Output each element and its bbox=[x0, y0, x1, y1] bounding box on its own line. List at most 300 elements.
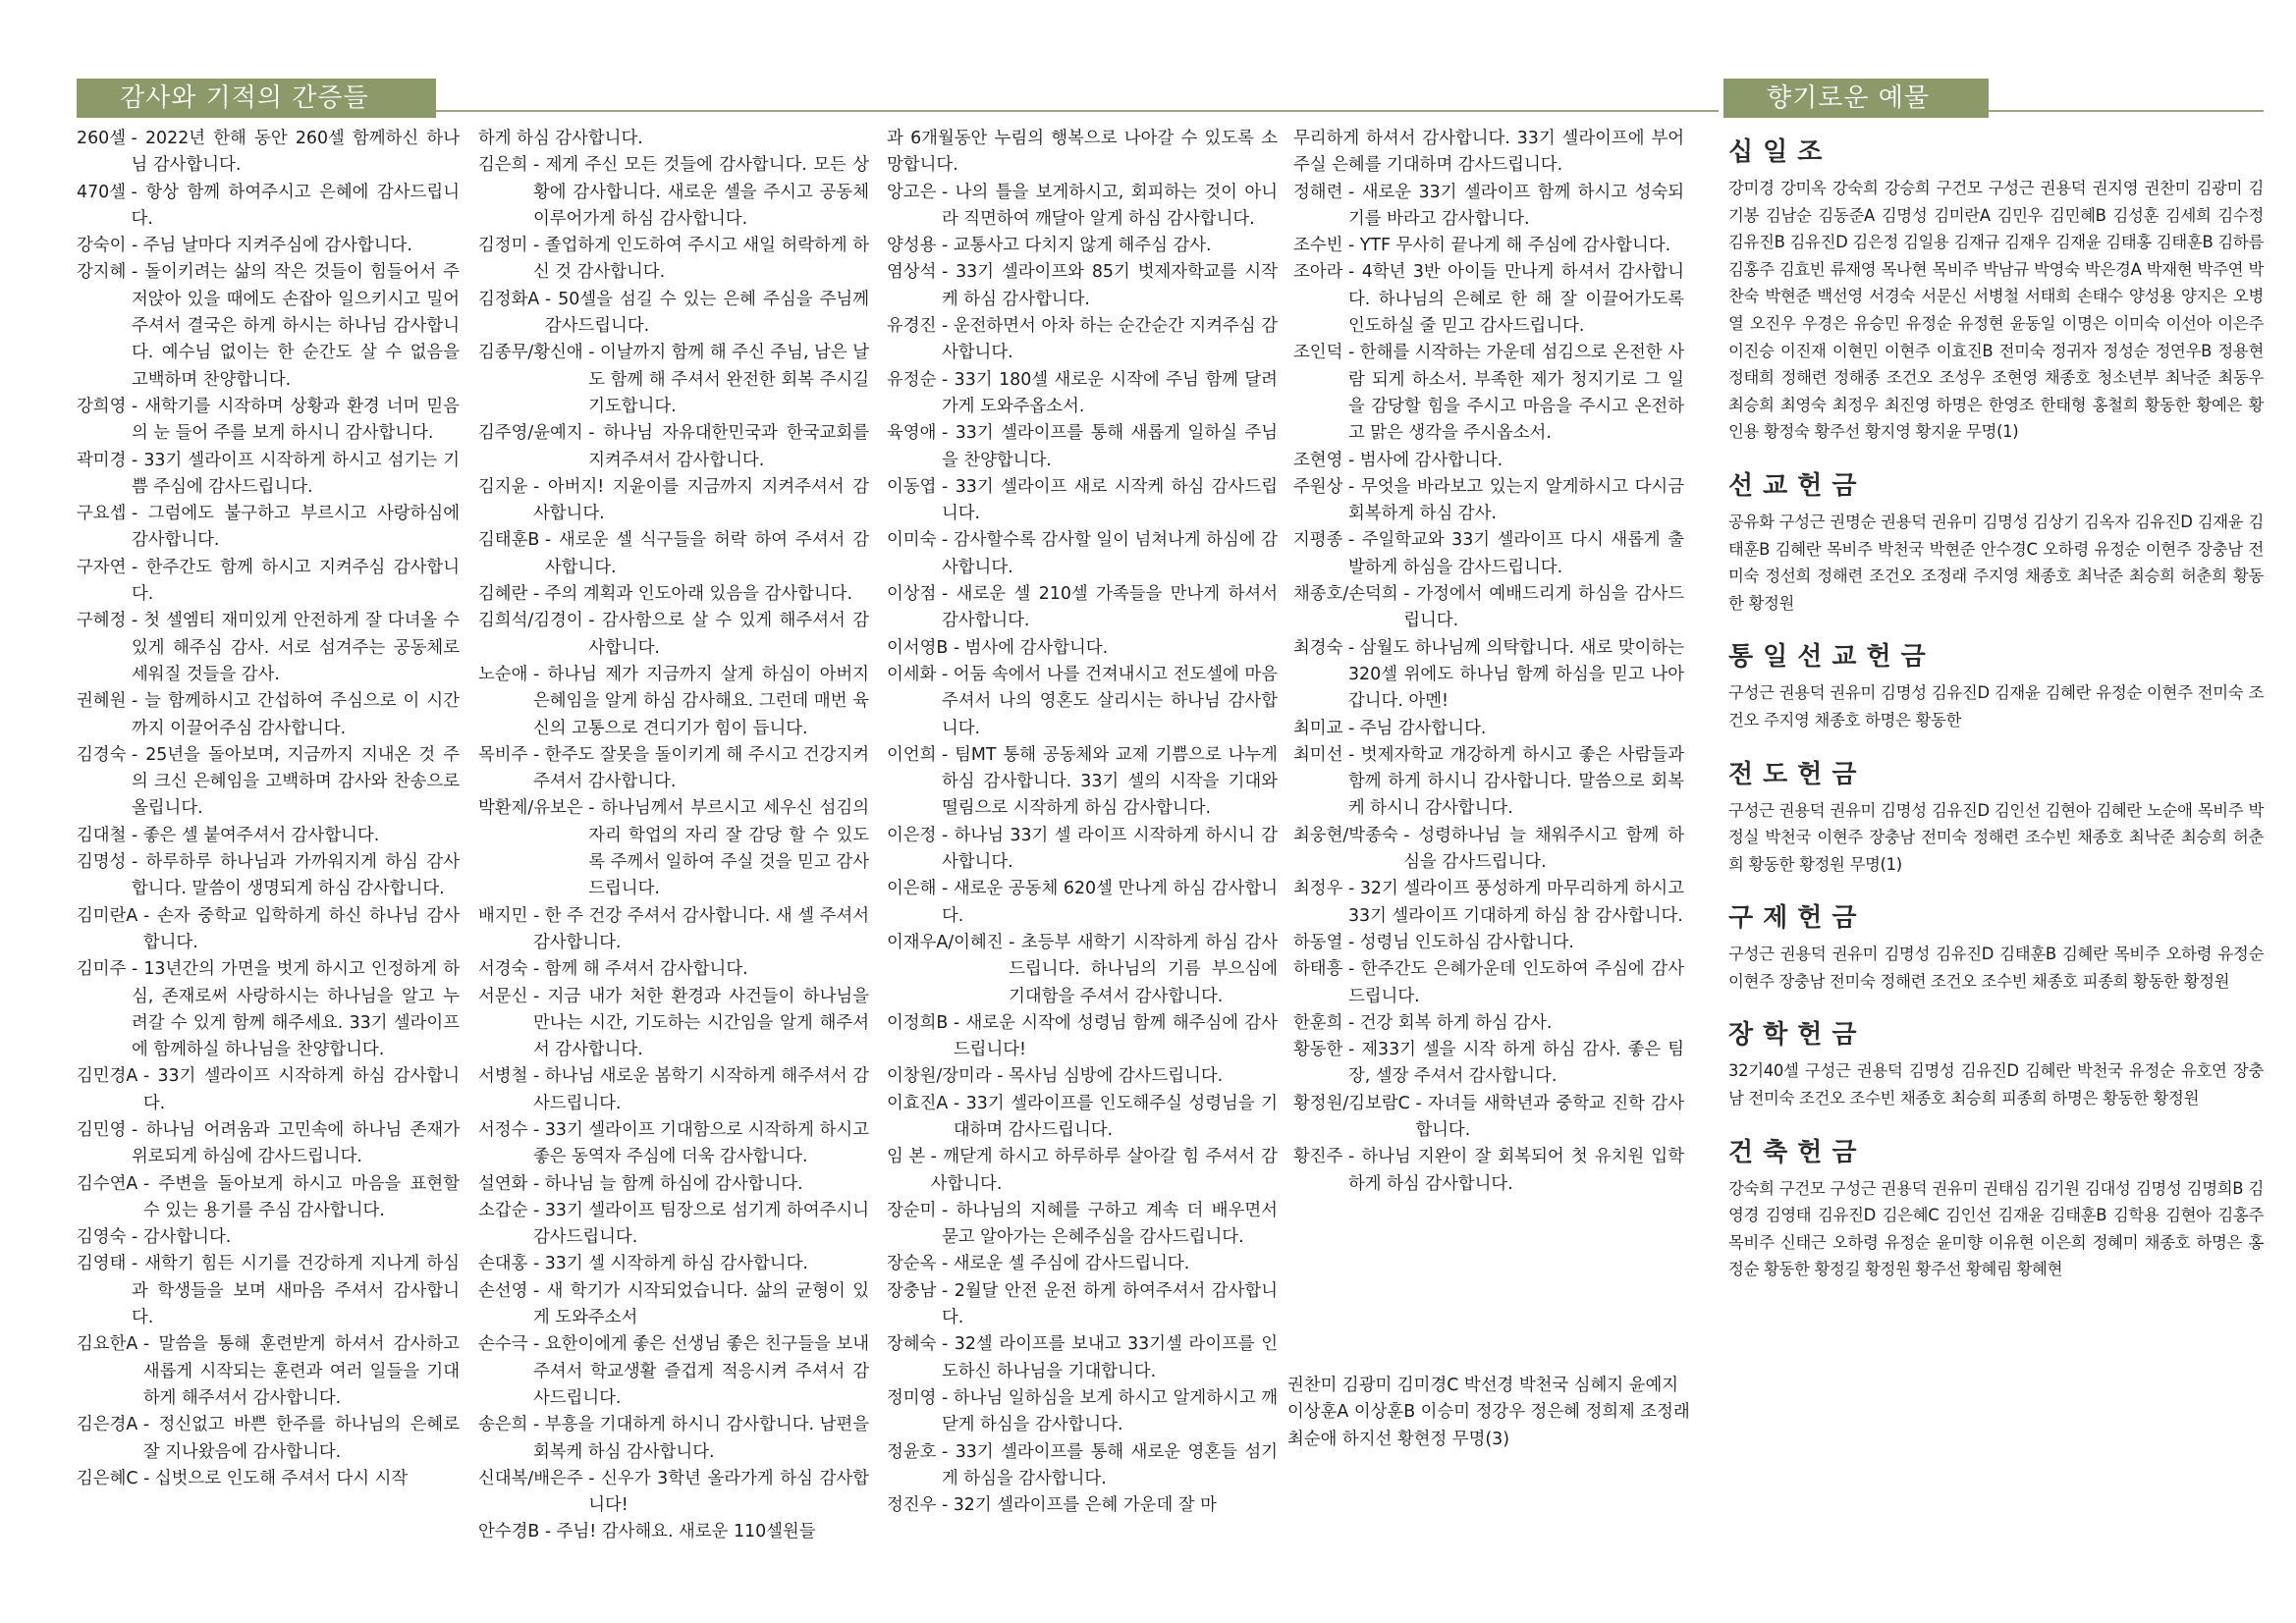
testimony-entry bbox=[887, 1439, 1278, 1493]
testimony-column-2 bbox=[478, 126, 869, 1546]
testimony-name: 서병철 bbox=[478, 1066, 533, 1087]
testimony-name: 이정희B bbox=[887, 1012, 954, 1033]
offerings-column bbox=[1728, 126, 2264, 1301]
testimony-entry bbox=[77, 555, 460, 609]
testimony-entry bbox=[478, 608, 869, 662]
testimony-entry bbox=[77, 608, 460, 688]
testimony-entry bbox=[478, 1198, 869, 1252]
offering-section-title: 구제헌금 bbox=[1728, 903, 1867, 934]
testimony-name: 손선영 bbox=[478, 1280, 533, 1301]
testimony-text: - 4학년 3반 아이들 만나게 하셔서 감사합니다. 하나님의 은혜로 한 해 잘 이끌어가도록 인도하실 줄 믿고 감사드립니다. bbox=[1347, 262, 1684, 337]
testimony-text: - 주변을 돌아보게 하시고 마음을 표현할 수 있는 용기를 주심 감사합니다. bbox=[142, 1173, 460, 1220]
testimony-name: 김민영 bbox=[77, 1119, 132, 1140]
testimony-entry bbox=[77, 126, 460, 180]
testimony-name: 470셀 bbox=[77, 182, 132, 202]
testimony-entry bbox=[1293, 1091, 1684, 1145]
testimony-name: 양성용 bbox=[887, 236, 942, 256]
testimony-text: - 무엇을 바라보고 있는지 알게하시고 다시금 회복하게 하심 감사. bbox=[1347, 476, 1684, 524]
testimony-entry bbox=[887, 662, 1278, 742]
testimony-entry bbox=[887, 581, 1278, 635]
offering-section bbox=[1728, 1012, 2264, 1111]
testimony-text: - 하나님 자유대한민국과 한국교회를 지켜주셔서 감사합니다. bbox=[588, 423, 869, 470]
testimony-entry bbox=[1293, 1010, 1684, 1037]
testimony-name: 김미란A bbox=[77, 905, 143, 926]
testimony-name: 조현영 bbox=[1293, 450, 1348, 470]
testimony-text: - 초등부 새학기 시작하게 하심 감사드립니다. 하나님의 기름 부으심에 기대함을 주셔서 감사합니다. bbox=[1009, 932, 1278, 1006]
testimony-name: 구자연 bbox=[77, 557, 132, 577]
testimony-name: 김주영/윤예지 bbox=[478, 423, 589, 444]
testimony-text: - 32셀 라이프를 보내고 33기셀 라이프를 인도하신 하나님을 기대합니다. bbox=[941, 1334, 1278, 1381]
testimony-text: - 새학기를 시작하며 상황과 환경 너머 믿음의 눈 들어 주를 보게 하시니 감사합니다. bbox=[131, 396, 460, 444]
testimony-entry bbox=[887, 126, 1278, 180]
testimony-text: - 33기 셀라이프 기대함으로 시작하게 하시고 좋은 동역자 주심에 더욱 감사합니다. bbox=[532, 1119, 869, 1167]
testimony-text: - 하나님 33기 셀 라이프 시작하게 하시니 감사합니다. bbox=[941, 825, 1278, 873]
testimony-entry bbox=[887, 313, 1278, 367]
testimony-name: 박환제/유보은 bbox=[478, 798, 589, 819]
testimony-text: - 33기 셀 시작하게 하심 감사합니다. bbox=[532, 1254, 808, 1274]
testimony-entry bbox=[887, 233, 1278, 259]
testimony-text: - 성령하나님 늘 채워주시고 함께 하심을 감사드립니다. bbox=[1403, 825, 1684, 873]
testimony-text: - 주님! 감사해요. 새로운 110셀원들 bbox=[544, 1522, 816, 1542]
testimony-column-3 bbox=[887, 126, 1278, 1519]
testimony-entry bbox=[77, 394, 460, 448]
testimony-name: 김경숙 bbox=[77, 744, 132, 765]
testimony-text: - 주님 감사합니다. bbox=[1347, 718, 1487, 738]
testimony-entry bbox=[77, 903, 460, 957]
testimony-name: 이은정 bbox=[887, 825, 942, 845]
testimony-entry bbox=[887, 635, 1278, 662]
testimony-text: - 하나님 새로운 봄학기 시작하게 해주셔서 감사드립니다. bbox=[532, 1066, 869, 1113]
testimony-text: - 새로운 공동체 620셀 만나게 하심 감사합니다. bbox=[941, 879, 1278, 926]
testimony-name: 주원상 bbox=[1293, 476, 1348, 497]
offering-section-title: 장학헌금 bbox=[1728, 1020, 1867, 1051]
testimony-text: - 교통사고 다치지 않게 해주심 감사. bbox=[941, 236, 1212, 256]
testimony-text: - 새로운 셀 210셀 가족들을 만나게 하셔서 감사합니다. bbox=[941, 584, 1278, 631]
testimony-entry bbox=[77, 501, 460, 555]
offering-section bbox=[1728, 634, 2264, 733]
testimony-text: - 주의 계획과 인도아래 있음을 감사합니다. bbox=[532, 584, 852, 605]
testimony-entry bbox=[77, 1063, 460, 1117]
testimony-name: 김영태 bbox=[77, 1254, 132, 1274]
testimony-entry bbox=[887, 180, 1278, 234]
testimony-text: - 첫 셀엠티 재미있게 안전하게 잘 다녀올 수 있게 해주심 감사. 서로 섬겨주는 공동체로 세워질 것들을 감사. bbox=[131, 611, 460, 684]
testimony-text: - 건강 회복 하게 하심 감사. bbox=[1347, 1012, 1553, 1033]
testimony-text: - 새 학기가 시작되었습니다. 삶의 균형이 있게 도와주소서 bbox=[532, 1280, 869, 1328]
testimony-entry bbox=[1293, 527, 1684, 581]
testimony-name: 강숙이 bbox=[77, 236, 132, 256]
testimony-name: 서경숙 bbox=[478, 959, 533, 980]
testimony-entry bbox=[887, 1198, 1278, 1252]
testimony-name: 구혜정 bbox=[77, 611, 132, 631]
testimony-name: 앙고은 bbox=[887, 182, 942, 202]
testimony-entry bbox=[478, 287, 869, 341]
testimony-name: 채종호/손덕희 bbox=[1293, 584, 1404, 605]
testimony-entry bbox=[1293, 233, 1684, 259]
testimony-entry bbox=[1293, 448, 1684, 474]
offering-donor-list: 공유화 구성근 권명순 권용덕 권유미 김명성 김상기 김옥자 김유진D 김재윤 김태훈B 김혜란 목비주 박천국 박현준 안수경C 오하령 유정순 이현주 장충남 전미숙 정선희 정해련 조건오 조정래 주지영 채종호 최낙준 최승희 허춘희 황동한 황정원 bbox=[1728, 512, 2264, 613]
testimony-text: - 삼월도 하나님께 의탁합니다. 새로 맞이하는 320셀 위에도 하나님 함께 하심을 믿고 나아갑니다. 아멘! bbox=[1347, 637, 1684, 712]
offering-donor-list: 구성근 권용덕 권유미 김명성 김유진D 김인선 김현아 김혜란 노순애 목비주 박정실 박천국 이현주 장충남 전미숙 정해련 조수빈 채종호 최낙준 최승희 허춘희 황동한 황정원 무명(1) bbox=[1728, 800, 2264, 874]
testimony-text: - 가정에서 예배드리게 하심을 감사드립니다. bbox=[1403, 584, 1684, 631]
testimony-name: 이재우A/이혜진 bbox=[887, 932, 1010, 952]
testimony-text: 과 6개월동안 누림의 행복으로 나아갈 수 있도록 소망합니다. bbox=[887, 129, 1278, 176]
testimony-entry bbox=[478, 581, 869, 608]
anonymous-names-list: 권찬미 김광미 김미경C 박선경 박천국 심혜지 윤예지 이상훈A 이상훈B 이승미 정강우 정은혜 정희제 조정래 최순애 하지선 황현정 무명(3) bbox=[1287, 1376, 1690, 1449]
testimony-text: - 어둠 속에서 나를 건져내시고 전도셀에 마음 주셔서 나의 영혼도 살리시는 하나님 감사합니다. bbox=[941, 664, 1278, 738]
testimony-entry bbox=[77, 1412, 460, 1466]
testimony-name: 정진우 bbox=[887, 1495, 942, 1516]
testimony-text: - 한해를 시작하는 가운데 섬김으로 온전한 사람 되게 하소서. 부족한 제가 청지기로 그 일을 감당할 힘을 주시고 마음을 주시고 온전하고 맑은 생각을 주시옵소서. bbox=[1347, 343, 1684, 444]
testimony-text: - 하루하루 하나님과 가까워지게 하심 감사합니다. 말씀이 생명되게 하심 감사합니다. bbox=[131, 852, 460, 899]
testimony-entry bbox=[478, 795, 869, 902]
testimony-text: - 항상 함께 하여주시고 은혜에 감사드립니다. bbox=[131, 182, 460, 229]
testimony-name: 김정미 bbox=[478, 236, 533, 256]
offering-section bbox=[1728, 1130, 2264, 1283]
offerings-header: 향기로운 예물 bbox=[1723, 79, 1989, 118]
testimony-text: - 32기 셀라이프 풍성하게 마무리하게 하시고 33기 셀라이프 기대하게 하심 참 감사합니다. bbox=[1347, 879, 1684, 926]
testimony-text: - YTF 무사히 끝나게 해 주심에 감사합니다. bbox=[1347, 236, 1671, 256]
testimony-name: 김명성 bbox=[77, 852, 132, 873]
testimony-name: 김수연A bbox=[77, 1173, 143, 1194]
testimony-entry bbox=[77, 180, 460, 234]
testimony-text: - 하나님 어려움과 고민속에 하나님 존재가 위로되게 하심에 감사드립니다. bbox=[131, 1119, 460, 1167]
testimony-name: 목비주 bbox=[478, 744, 533, 765]
testimony-text: - 운전하면서 아차 하는 순간순간 지켜주심 감사합니다. bbox=[941, 316, 1278, 363]
testimony-text: - 정신없고 바쁜 한주를 하나님의 은혜로 잘 지나왔음에 감사합니다. bbox=[142, 1415, 460, 1462]
testimony-text: - 팀MT 통해 공동체와 교제 기쁨으로 나누게 하심 감사합니다. 33기 셀의 시작을 기대와 떨림으로 시작하게 하심 감사합니다. bbox=[941, 744, 1278, 819]
testimony-entry bbox=[478, 984, 869, 1064]
testimony-name: 이세화 bbox=[887, 664, 942, 684]
testimony-text: - 새학기 힘든 시기를 건강하게 지나게 하심과 학생들을 보며 새마음 주셔서 감사합니다. bbox=[131, 1254, 460, 1328]
offering-donor-list: 강미경 강미옥 강숙희 강승희 구건모 구성근 권용덕 권지영 권찬미 김광미 김기봉 김남순 김동준A 김명성 김미란A 김민우 김민혜B 김성훈 김세희 김수정 김유진B 김유진D 김은정 김일용 김재규 김재우 김재윤 김태홍 김태훈B 김하름 김홍주 김효빈 류재영 목나현 목비주 박남규 박영숙 박은경A 박재현 박주연 박찬숙 박현준 백선영 서경숙 서문신 서병철 서태희 손태수 양성용 양지은 오병열 오진우 우경은 유승민 유정순 유정현 윤동일 이명은 이미숙 이선아 이은주 이진승 이진재 이현민 이현주 이효진B 전미숙 정귀자 정성순 정연우B 정용현 정태희 정해련 정해종 조건오 조성우 조현영 채종호 청소년부 최낙준 최동우 최승희 최영숙 최정우 최진영 하명은 한영조 한태형 홍철희 황동한 황예은 황인용 황정숙 황주선 황지영 황지윤 무명(1) bbox=[1728, 179, 2264, 442]
testimony-text: 무리하게 하셔서 감사합니다. 33기 셀라이프에 부어주실 은혜를 기대하며 감사드립니다. bbox=[1293, 129, 1684, 176]
testimony-name: 최미교 bbox=[1293, 718, 1348, 738]
testimony-name: 조아라 bbox=[1293, 262, 1348, 283]
testimony-name: 이미숙 bbox=[887, 530, 942, 551]
testimony-text: - 33기 180셀 새로운 시작에 주님 함께 달려가게 도와주옵소서. bbox=[941, 369, 1278, 416]
testimony-name: 김태훈B bbox=[478, 530, 545, 551]
testimony-entry bbox=[887, 823, 1278, 877]
testimony-entry bbox=[887, 1010, 1278, 1064]
testimony-text: - 한주도 잘못을 돌이키게 해 주시고 건강지켜 주셔서 감사합니다. bbox=[532, 744, 869, 792]
testimony-name: 권혜원 bbox=[77, 691, 132, 712]
testimony-entry bbox=[77, 1171, 460, 1225]
testimony-name: 정해련 bbox=[1293, 182, 1348, 202]
testimony-name: 정윤호 bbox=[887, 1441, 942, 1462]
testimony-name: 이동엽 bbox=[887, 476, 942, 497]
testimony-entry bbox=[887, 367, 1278, 421]
testimony-name: 이창원/장미라 bbox=[887, 1066, 998, 1087]
testimony-entry bbox=[887, 742, 1278, 823]
testimony-entry bbox=[478, 233, 869, 287]
testimony-name: 서정수 bbox=[478, 1119, 533, 1140]
testimony-text: - 한주간도 함께 하시고 지켜주심 감사합니다. bbox=[131, 557, 460, 605]
testimony-name: 황정원/김보람C bbox=[1293, 1093, 1416, 1113]
testimony-name: 이서영B bbox=[887, 637, 954, 658]
testimony-name: 장순미 bbox=[887, 1200, 942, 1220]
testimony-entry bbox=[478, 527, 869, 581]
testimony-name: 배지민 bbox=[478, 905, 533, 926]
testimony-name: 김희석/김경이 bbox=[478, 611, 589, 631]
testimony-text: - 새로운 셀 주심에 감사드립니다. bbox=[941, 1254, 1190, 1274]
testimony-text: - 나의 틀을 보게하시고, 회피하는 것이 아니라 직면하여 깨달아 알게 하심 감사합니다. bbox=[941, 182, 1278, 229]
testimony-text: - 33기 셀라이프를 통해 새로운 영혼들 섬기게 하심을 감사합니다. bbox=[941, 1441, 1278, 1488]
offering-section-title: 전도헌금 bbox=[1728, 759, 1867, 789]
testimony-name: 곽미경 bbox=[77, 450, 132, 470]
offering-section-title: 통일선교헌금 bbox=[1728, 642, 1936, 673]
testimony-text: - 벗제자학교 개강하게 하시고 좋은 사람들과 함께 하게 하시니 감사합니다. 말씀으로 회복케 하시니 감사합니다. bbox=[1347, 744, 1684, 819]
testimony-name: 설연화 bbox=[478, 1173, 533, 1194]
testimony-name: 최경숙 bbox=[1293, 637, 1348, 658]
testimony-text: - 감사할수록 감사할 일이 넘쳐나게 하심에 감사합니다. bbox=[941, 530, 1278, 577]
testimony-name: 안수경B bbox=[478, 1522, 545, 1542]
testimony-text: - 하나님께서 부르시고 세우신 섬김의 자리 학업의 자리 잘 감당 할 수 있도록 주께서 일하여 주실 것을 믿고 감사드립니다. bbox=[588, 798, 869, 899]
testimony-name: 최웅현/박종숙 bbox=[1293, 825, 1404, 845]
testimony-name: 강지혜 bbox=[77, 262, 132, 283]
testimony-text: - 50셀을 섬길 수 있는 은혜 주심을 주님께 감사드립니다. bbox=[544, 289, 869, 337]
testimony-name: 장혜숙 bbox=[887, 1334, 942, 1355]
testimony-entry bbox=[77, 823, 460, 849]
testimony-name: 김은혜C bbox=[77, 1468, 144, 1488]
testimony-name: 최정우 bbox=[1293, 879, 1348, 899]
testimony-entry bbox=[1293, 1037, 1684, 1091]
testimony-entry bbox=[1293, 716, 1684, 742]
testimony-name: 유경진 bbox=[887, 316, 942, 337]
testimony-text: - 부흥을 기대하게 하시니 감사합니다. 남편을 회복케 하심 감사합니다. bbox=[532, 1415, 869, 1462]
testimony-text: - 새로운 셀 식구들을 허락 하여 주셔서 감사합니다. bbox=[544, 530, 869, 577]
testimony-entry bbox=[77, 1224, 460, 1251]
offering-section bbox=[1728, 752, 2264, 879]
testimony-entry bbox=[478, 903, 869, 957]
testimony-entry bbox=[77, 233, 460, 259]
testimony-name: 260셀 bbox=[77, 129, 132, 148]
testimony-text: - 주일학교와 33기 셀라이프 다시 새롭게 출발하게 하심을 감사드립니다. bbox=[1347, 530, 1684, 577]
offering-donor-list: 구성근 권용덕 권유미 김명성 김유진D 김태훈B 김혜란 목비주 오하령 유정순 이현주 장충남 전미숙 정해련 조건오 조수빈 채종호 피종희 황동한 황정원 bbox=[1728, 945, 2264, 991]
testimony-text: - 13년간의 가면을 벗게 하시고 인정하게 하심, 존재로써 사랑하시는 하나님을 알고 누려갈 수 있게 함께 해주세요. 33기 셀라이프에 함께하실 하나님을 찬양합니다. bbox=[131, 959, 460, 1060]
testimony-entry bbox=[478, 742, 869, 796]
testimony-entry bbox=[77, 742, 460, 823]
testimony-text: - 십벗으로 인도해 주셔서 다시 시작 bbox=[143, 1468, 409, 1488]
testimony-name: 소갑순 bbox=[478, 1200, 533, 1220]
testimony-name: 송은희 bbox=[478, 1415, 533, 1435]
testimony-text: - 주님 날마다 지켜주심에 감사합니다. bbox=[131, 236, 412, 256]
testimony-entry bbox=[887, 527, 1278, 581]
testimony-entry bbox=[478, 1251, 869, 1277]
testimony-entry bbox=[1293, 126, 1684, 180]
testimony-text: - 감사함으로 살 수 있게 해주셔서 감사합니다. bbox=[588, 611, 869, 658]
testimony-entry bbox=[887, 876, 1278, 930]
testimony-entry bbox=[887, 1091, 1278, 1145]
testimony-name: 장충남 bbox=[887, 1280, 942, 1301]
testimony-entry bbox=[887, 420, 1278, 474]
offering-donor-list: 구성근 권용덕 권유미 김명성 김유진D 김재윤 김혜란 유정순 이현주 전미숙 조건오 주지영 채종호 하명은 황동한 bbox=[1728, 683, 2264, 730]
testimony-text: - 한 주 건강 주셔서 감사합니다. 새 셀 주셔서 감사합니다. bbox=[532, 905, 869, 952]
testimony-name: 김민경A bbox=[77, 1066, 143, 1087]
testimony-entry bbox=[1293, 474, 1684, 528]
testimony-entry bbox=[887, 1144, 1278, 1198]
testimony-text: - 하나님 지완이 잘 회복되어 첫 유치원 입학하게 하심 감사합니다. bbox=[1347, 1147, 1684, 1194]
testimony-text: - 말씀을 통해 훈련받게 하셔서 감사하고 새롭게 시작되는 훈련과 여러 일들을 기대 하게 해주셔서 감사합니다. bbox=[142, 1334, 460, 1408]
testimony-name: 김영숙 bbox=[77, 1227, 132, 1248]
testimony-name: 김은경A bbox=[77, 1415, 143, 1435]
testimony-entry bbox=[77, 1466, 460, 1492]
testimony-text: - 지금 내가 처한 환경과 사건들이 하나님을 만나는 시간, 기도하는 시간임을 알게 해주셔서 감사합니다. bbox=[532, 986, 869, 1060]
testimony-name: 정미영 bbox=[887, 1387, 942, 1408]
offering-section-title: 십일조 bbox=[1728, 137, 1832, 167]
testimony-text: - 졸업하게 인도하여 주시고 새일 허락하게 하신 것 감사합니다. bbox=[532, 236, 869, 283]
testimony-name: 김은희 bbox=[478, 155, 533, 176]
testimony-entry bbox=[1293, 1144, 1684, 1198]
testimony-text: - 아버지! 지윤이를 지금까지 지켜주셔서 감사합니다. bbox=[532, 476, 869, 524]
testimony-name: 이언희 bbox=[887, 744, 942, 765]
testimony-text: - 함께 해 주셔서 감사합니다. bbox=[532, 959, 748, 980]
testimony-entry bbox=[887, 1331, 1278, 1385]
testimony-name: 최미선 bbox=[1293, 744, 1348, 765]
testimony-text: - 하나님 제가 지금까지 살게 하심이 아버지 은혜임을 알게 하심 감사해요. 그런데 매번 육신의 고통으로 견디기가 힘이 듭니다. bbox=[532, 664, 869, 738]
testimony-entry bbox=[478, 152, 869, 233]
testimony-entry bbox=[478, 1117, 869, 1171]
testimony-entry bbox=[1293, 876, 1684, 930]
offering-section bbox=[1728, 895, 2264, 995]
testimony-name: 손수극 bbox=[478, 1334, 533, 1355]
testimony-name: 한훈희 bbox=[1293, 1012, 1348, 1033]
testimony-entry bbox=[1293, 259, 1684, 340]
testimony-text: - 제33기 셀을 시작 하게 하심 감사. 좋은 팀장, 셀장 주셔서 감사합니다. bbox=[1347, 1040, 1684, 1087]
testimony-text: 하게 하심 감사합니다. bbox=[478, 129, 643, 148]
offering-section-title: 건축헌금 bbox=[1728, 1137, 1867, 1167]
testimony-entry bbox=[478, 662, 869, 742]
testimony-entry bbox=[1293, 581, 1684, 635]
testimony-text: - 25년을 돌아보며, 지금까지 지내온 것 주의 크신 은혜임을 고백하며 감사와 찬송으로 올립니다. bbox=[131, 744, 460, 819]
testimony-entry bbox=[478, 1412, 869, 1466]
testimony-text: - 신우가 3학년 올라가게 하심 감사합니다! bbox=[588, 1468, 869, 1516]
testimony-text: - 33기 셀라이프를 통해 새롭게 일하실 주님을 찬양합니다. bbox=[941, 423, 1278, 470]
testimony-text: - 요한이에게 좋은 선생님 좋은 친구들을 보내주셔서 학교생활 즐겁게 적응시켜 주셔서 감사드립니다. bbox=[532, 1334, 869, 1408]
testimony-entry bbox=[77, 1117, 460, 1171]
testimony-entry bbox=[1293, 635, 1684, 716]
testimony-name: 조수빈 bbox=[1293, 236, 1348, 256]
offering-donor-list: 32기40셀 구성근 권용덕 김명성 김유진D 김혜란 박천국 유정순 유호연 장충남 전미숙 조건오 조수빈 채종호 최승희 피종희 하명은 황동한 황정원 bbox=[1728, 1061, 2264, 1109]
testimonies-header: 감사와 기적의 간증들 bbox=[77, 79, 436, 118]
testimony-name: 김혜란 bbox=[478, 584, 533, 605]
testimony-entry bbox=[77, 1251, 460, 1331]
testimony-entry bbox=[887, 930, 1278, 1010]
testimony-entry bbox=[77, 448, 460, 502]
testimony-text: - 범사에 감사합니다. bbox=[953, 637, 1109, 658]
testimony-text: - 새로운 33기 셀라이프 함께 하시고 성숙되기를 바라고 감사합니다. bbox=[1347, 182, 1684, 229]
testimony-entry bbox=[478, 1331, 869, 1412]
testimony-text: - 범사에 감사합니다. bbox=[1347, 450, 1503, 470]
testimony-entry bbox=[77, 1331, 460, 1412]
testimony-entry bbox=[478, 1519, 869, 1545]
testimony-text: - 새로운 시작에 성령님 함께 해주심에 감사드립니다! bbox=[953, 1012, 1278, 1060]
testimony-name: 구요셉 bbox=[77, 504, 132, 524]
testimony-entry bbox=[1293, 340, 1684, 447]
testimony-entry bbox=[478, 126, 869, 152]
offering-section bbox=[1728, 130, 2264, 446]
testimony-text: - 한주간도 은혜가운데 인도하여 주심에 감사드립니다. bbox=[1347, 959, 1684, 1006]
testimony-text: - 32기 셀라이프를 은혜 가운데 잘 마 bbox=[941, 1495, 1217, 1516]
offering-section-title: 선교헌금 bbox=[1728, 470, 1867, 501]
testimony-text: - 감사합니다. bbox=[131, 1227, 232, 1248]
testimony-name: 임 본 bbox=[887, 1147, 931, 1167]
testimony-name: 서문신 bbox=[478, 986, 533, 1006]
testimony-entry bbox=[1293, 823, 1684, 877]
testimony-text: - 자녀들 새학년과 중학교 진학 감사합니다. bbox=[1415, 1093, 1684, 1140]
testimony-name: 김지윤 bbox=[478, 476, 533, 497]
testimony-entry bbox=[887, 1063, 1278, 1090]
testimony-name: 염상석 bbox=[887, 262, 942, 283]
testimony-entry bbox=[478, 956, 869, 983]
testimony-entry bbox=[478, 420, 869, 474]
testimony-name: 이효진A bbox=[887, 1093, 954, 1113]
testimonies-header-rule bbox=[436, 110, 1719, 112]
testimony-entry bbox=[478, 1063, 869, 1117]
testimony-column-1 bbox=[77, 126, 460, 1492]
testimony-entry bbox=[1293, 742, 1684, 823]
testimony-name: 유정순 bbox=[887, 369, 942, 390]
testimony-entry bbox=[478, 1278, 869, 1332]
testimony-name: 이은해 bbox=[887, 879, 942, 899]
testimony-text: - 33기 셀라이프 시작하게 하시고 섬기는 기쁨 주심에 감사드립니다. bbox=[131, 450, 460, 497]
testimony-text: - 성령님 인도하심 감사합니다. bbox=[1347, 932, 1574, 952]
testimony-text: - 돌이키려는 삶의 작은 것들이 힘들어서 주저앉아 있을 때에도 손잡아 일으키시고 밀어주셔서 결국은 하게 하시는 하나님 감사합니다. 예수님 없이는 한 순간도 살 수 없음을 고백하며 찬양합니다. bbox=[131, 262, 460, 390]
testimony-entry bbox=[77, 956, 460, 1063]
testimony-text: - 33기 셀라이프와 85기 벗제자학교를 시작케 하심 감사합니다. bbox=[941, 262, 1278, 309]
testimony-name: 손대홍 bbox=[478, 1254, 533, 1274]
testimony-text: - 하나님의 지혜를 구하고 계속 더 배우면서 묻고 알아가는 은혜주심을 감사드립니다. bbox=[941, 1200, 1278, 1248]
testimony-entry bbox=[478, 340, 869, 420]
testimony-text: - 제게 주신 모든 것들에 감사합니다. 모든 상황에 감사합니다. 새로운 셀을 주시고 공동체 이루어가게 하심 감사합니다. bbox=[532, 155, 869, 229]
testimony-name: 김요한A bbox=[77, 1334, 143, 1355]
testimony-text: - 목사님 심방에 감사드립니다. bbox=[997, 1066, 1224, 1087]
testimony-name: 지평종 bbox=[1293, 530, 1348, 551]
testimony-text: - 33기 셀라이프 시작하게 하심 감사합니다. bbox=[142, 1066, 460, 1113]
testimony-text: - 2월달 안전 운전 하게 하여주셔서 감사합니다. bbox=[941, 1280, 1278, 1328]
offering-donor-list: 강숙희 구건모 구성근 권용덕 권유미 권태심 김기원 김대성 김명성 김명희B 김영경 김영태 김유진D 김은혜C 김인선 김재윤 김태훈B 김학용 김현아 김홍주 목비주 신태근 오하령 유정순 윤미향 이유현 이은희 정혜미 채종호 하명은 홍정순 황동한 황정길 황정원 황주선 황혜림 황혜현 bbox=[1728, 1178, 2264, 1279]
testimony-text: - 그럼에도 불구하고 부르시고 사랑하심에 감사합니다. bbox=[131, 504, 460, 551]
testimony-entry bbox=[887, 1385, 1278, 1439]
testimony-column-4 bbox=[1293, 126, 1684, 1198]
testimony-text: - 손자 중학교 입학하게 하신 하나님 감사합니다. bbox=[142, 905, 460, 952]
testimony-name: 김대철 bbox=[77, 825, 132, 845]
testimony-entry bbox=[478, 1171, 869, 1198]
testimony-entry bbox=[887, 1492, 1278, 1519]
testimony-name: 노순애 bbox=[478, 664, 533, 684]
testimony-name: 김미주 bbox=[77, 959, 132, 980]
testimony-name: 황진주 bbox=[1293, 1147, 1348, 1167]
testimony-name: 하태흥 bbox=[1293, 959, 1348, 980]
testimony-text: - 2022년 한해 동안 260셀 함께하신 하나님 감사합니다. bbox=[131, 129, 460, 176]
testimony-text: - 하나님 일하심을 보게 하시고 알게하시고 깨닫게 하심을 감사합니다. bbox=[941, 1387, 1278, 1435]
offerings-header-rule bbox=[1989, 110, 2264, 112]
testimony-text: - 하나님 늘 함께 하심에 감사합니다. bbox=[532, 1173, 803, 1194]
testimony-name: 김정화A bbox=[478, 289, 545, 309]
testimony-entry bbox=[887, 1251, 1278, 1277]
testimony-entry bbox=[478, 1466, 869, 1520]
testimony-name: 육영애 bbox=[887, 423, 942, 444]
testimony-name: 김종무/황신애 bbox=[478, 343, 589, 363]
testimony-entry bbox=[77, 688, 460, 742]
testimony-entry bbox=[1293, 930, 1684, 956]
testimony-text: - 33기 셀라이프 새로 시작케 하심 감사드립니다. bbox=[941, 476, 1278, 524]
testimony-name: 조인덕 bbox=[1293, 343, 1348, 363]
testimony-name: 신대복/배은주 bbox=[478, 1468, 589, 1488]
testimony-text: - 깨닫게 하시고 하루하루 살아갈 힘 주셔서 감사합니다. bbox=[930, 1147, 1278, 1194]
testimony-name: 강희영 bbox=[77, 396, 132, 416]
testimony-text: - 이날까지 함께 해 주신 주님, 남은 날도 함께 해 주셔서 완전한 회복 주시길 기도합니다. bbox=[588, 343, 869, 416]
testimony-entry bbox=[1293, 956, 1684, 1010]
